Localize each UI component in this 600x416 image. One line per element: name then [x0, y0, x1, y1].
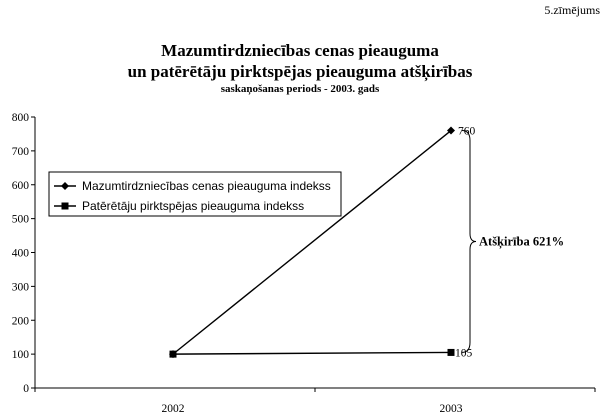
- data-point-square: [170, 351, 177, 358]
- y-tick-label: 500: [11, 213, 29, 226]
- y-tick-label: 100: [11, 349, 29, 362]
- chart-title-line-2: un patērētāju pirktspējas pieauguma atšķirības: [127, 62, 473, 81]
- figure-number: 5.zīmējums: [544, 3, 600, 17]
- chart-title-line-1: Mazumtirdzniecības cenas pieauguma: [161, 41, 439, 60]
- y-tick-label: 800: [11, 112, 29, 124]
- legend-label: Mazumtirdzniecības cenas pieauguma indekss: [82, 179, 331, 193]
- difference-annotation: Atšķirība 621%: [479, 234, 565, 249]
- y-tick-label: 300: [11, 281, 29, 294]
- y-tick-label: 0: [23, 383, 29, 395]
- y-tick-label: 200: [11, 315, 29, 328]
- chart-subtitle: saskaņošanas periods - 2003. gads: [220, 83, 380, 95]
- y-tick-label: 600: [11, 179, 29, 192]
- data-label: 760: [458, 125, 476, 138]
- y-tick-label: 400: [11, 247, 29, 260]
- data-point-square: [448, 349, 455, 356]
- legend-marker-square: [62, 203, 69, 210]
- x-tick-label: 2003: [439, 403, 463, 415]
- difference-brace: [462, 131, 476, 353]
- series-line: [173, 131, 451, 355]
- legend-label: Patērētāju pirktspējas pieauguma indekss: [82, 199, 305, 213]
- data-label: 105: [455, 347, 473, 360]
- x-tick-label: 2002: [161, 403, 185, 415]
- y-tick-label: 700: [11, 145, 29, 158]
- series-line: [173, 352, 451, 354]
